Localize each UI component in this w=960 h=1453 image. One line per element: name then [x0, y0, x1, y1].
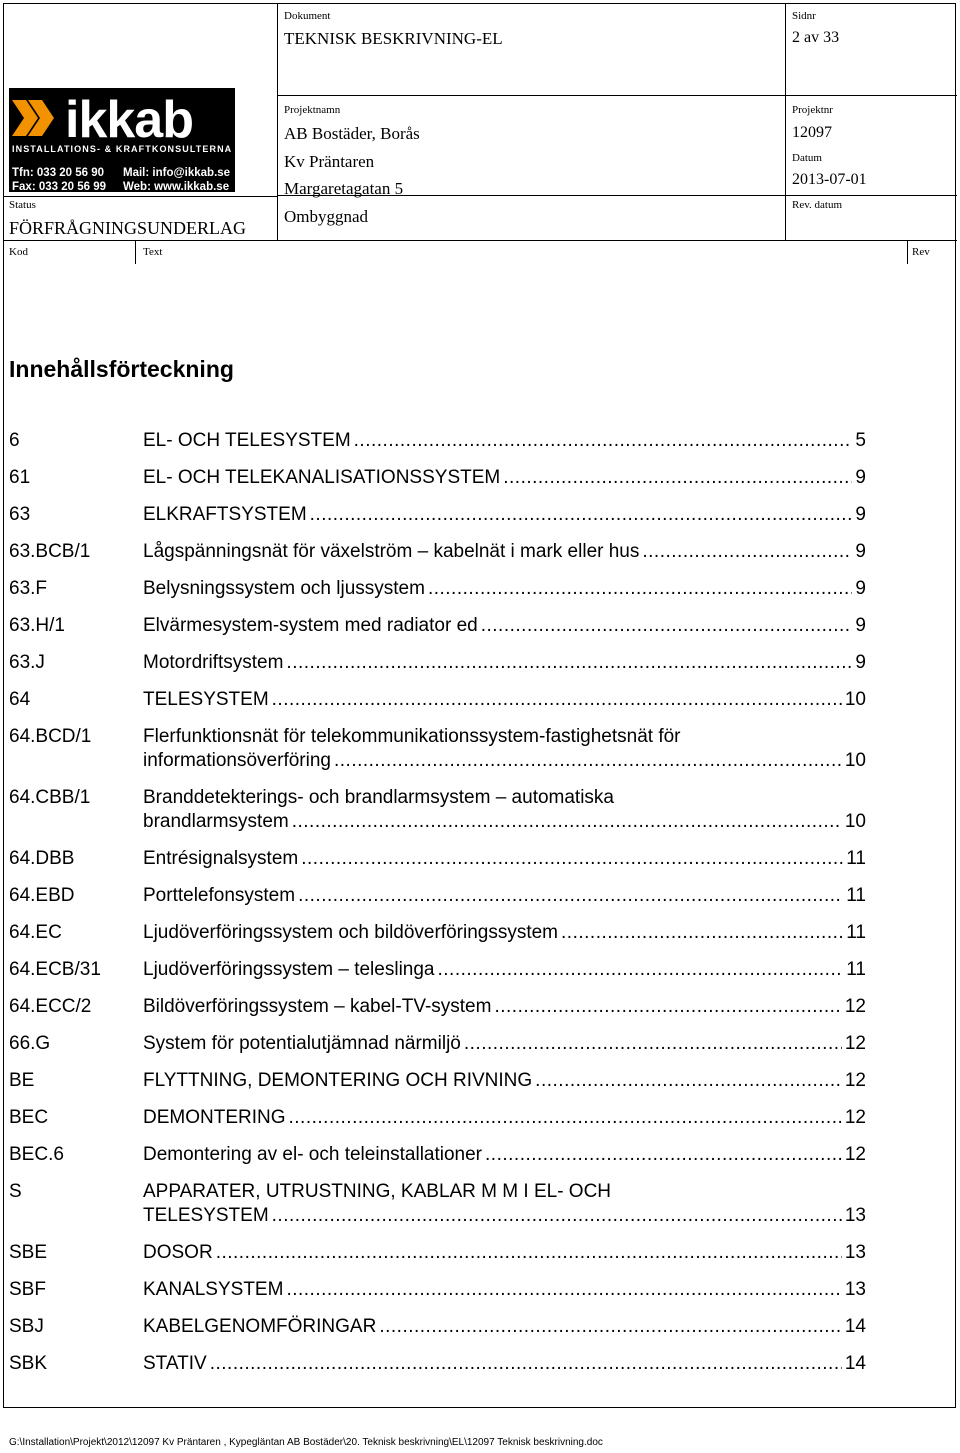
- toc-entry-page: 9: [855, 467, 866, 488]
- toc-entry-text: [143, 787, 866, 835]
- toc-leader-dots: [438, 959, 844, 981]
- toc-entry-page: 9: [855, 578, 866, 599]
- toc-leader-dots: [286, 1279, 841, 1301]
- header-divider: [3, 196, 277, 197]
- toc-entry-page: 13: [844, 1205, 866, 1226]
- toc-entry-page: 9: [855, 541, 866, 562]
- toc-entry-code: 64: [9, 689, 31, 710]
- toc-entry-text: [143, 652, 866, 676]
- toc-entry-line: [143, 959, 866, 983]
- status-label: Status: [9, 199, 36, 211]
- toc-entry-page: 12: [844, 1070, 866, 1091]
- toc-leader-dots: [298, 885, 843, 907]
- toc-entry-code: 63.J: [9, 652, 45, 673]
- toc-leader-dots: [561, 922, 843, 944]
- toc-entry-page: 9: [855, 504, 866, 525]
- toc-entry-line: [143, 504, 866, 528]
- toc-leader-dots: [642, 541, 852, 563]
- project-name-label: Projektnamn: [284, 104, 341, 116]
- project-name-line: AB Bostäder, Borås: [284, 124, 420, 143]
- document-label: Dokument: [284, 10, 331, 22]
- toc-entry-text: [143, 1107, 866, 1131]
- toc-entry-page: 11: [846, 885, 866, 906]
- toc-entry-text: [143, 578, 866, 602]
- toc-entry-title: KANALSYSTEM: [143, 1279, 284, 1300]
- toc-entry-title: EL- OCH TELEKANALISATIONSSYSTEM: [143, 467, 501, 488]
- toc-entry-title: Motordriftsystem: [143, 652, 284, 673]
- toc-entry-text: [143, 885, 866, 909]
- toc-entry-text: [143, 959, 866, 983]
- header-divider: [3, 240, 957, 241]
- toc-entry-page: 13: [844, 1279, 866, 1300]
- toc-entry-code: S: [9, 1181, 22, 1202]
- toc-entry-title: Demontering av el- och teleinstallationer: [143, 1144, 483, 1165]
- toc-entry-text: [143, 1181, 866, 1229]
- toc-leader-dots: [494, 996, 841, 1018]
- toc-entry-page: 12: [844, 1033, 866, 1054]
- toc-entry-title: TELESYSTEM: [143, 689, 269, 710]
- toc-entry-line: [143, 615, 866, 639]
- date-label: Datum: [792, 152, 822, 164]
- toc-leader-dots: [354, 430, 853, 452]
- logo-fax: Fax: 033 20 56 99: [12, 181, 106, 192]
- toc-entry-text: [143, 1316, 866, 1340]
- toc-entry-text: [143, 726, 866, 774]
- toc-leader-dots: [464, 1033, 842, 1055]
- header-divider: [907, 240, 908, 264]
- logo-mail: Mail: info@ikkab.se: [123, 167, 231, 179]
- toc-title: Innehållsförteckning: [9, 356, 234, 382]
- toc-entry-title: KABELGENOMFÖRINGAR: [143, 1316, 377, 1337]
- toc-entry-title: System för potentialutjämnad närmiljö: [143, 1033, 461, 1054]
- toc-entry-line: [143, 726, 866, 750]
- toc-entry-line: [143, 787, 866, 811]
- toc-entry-page: 12: [844, 1107, 866, 1128]
- toc-entry-line: [143, 1181, 866, 1205]
- toc-entry-line: [143, 1242, 866, 1266]
- toc-entry-text: [143, 1033, 866, 1057]
- toc-entry-code: 64.EBD: [9, 885, 75, 906]
- toc-entry-code: 63.H/1: [9, 615, 65, 636]
- rev-date-label: Rev. datum: [792, 199, 842, 211]
- toc-entry-line: [143, 1070, 866, 1094]
- toc-entry-title: informationsöverföring: [143, 750, 331, 771]
- toc-entry-text: [143, 996, 866, 1020]
- toc-entry-text: [143, 922, 866, 946]
- date-value: 2013-07-01: [792, 171, 867, 188]
- toc-entry-title: Ljudöverföringssystem – teleslinga: [143, 959, 435, 980]
- header-divider: [785, 3, 786, 241]
- header-divider: [277, 95, 957, 96]
- toc-entry-page: 11: [846, 848, 866, 869]
- header-divider: [277, 3, 278, 241]
- toc-entry-code: SBJ: [9, 1316, 44, 1337]
- toc-entry-line: [143, 750, 866, 774]
- toc-entry-line: [143, 578, 866, 602]
- project-name-line: Kv Präntaren: [284, 152, 375, 171]
- toc-entry-text: [143, 848, 866, 872]
- page-number-label: Sidnr: [792, 10, 816, 22]
- toc-entry-code: 64.CBB/1: [9, 787, 91, 808]
- logo-web: Web: www.ikkab.se: [123, 181, 230, 192]
- toc-entry-page: 14: [844, 1353, 866, 1374]
- toc-entry-code: 61: [9, 467, 31, 488]
- toc-entry-line: [143, 1033, 866, 1057]
- toc-entry-text: [143, 1279, 866, 1303]
- toc-entry-line: [143, 689, 866, 713]
- toc-leader-dots: [272, 689, 842, 711]
- project-name-line: Margaretagatan 5: [284, 179, 404, 198]
- project-number-label: Projektnr: [792, 104, 833, 116]
- page-number: 2 av 33: [792, 29, 840, 46]
- logo-wordmark: ikkab: [65, 91, 193, 149]
- toc-entry-line: [143, 541, 866, 565]
- toc-entry-code: 66.G: [9, 1033, 51, 1054]
- company-logo: [9, 88, 235, 192]
- ikkab-logo-icon: [12, 100, 58, 136]
- toc-entry-text: [143, 1242, 866, 1266]
- toc-entry-page: 10: [844, 750, 866, 771]
- toc-leader-dots: [301, 848, 843, 870]
- toc-entry-line: [143, 1353, 866, 1377]
- toc-entry-code: BEC.6: [9, 1144, 64, 1165]
- toc-entry-title: Branddetekterings- och brandlarmsystem – automatiska: [143, 787, 615, 808]
- toc-leader-dots: [292, 811, 842, 833]
- toc-entry-page: 12: [844, 1144, 866, 1165]
- toc-entry-text: [143, 1353, 866, 1377]
- rev-column-label: Rev: [912, 246, 930, 258]
- toc-entry-title: Elvärmesystem-system med radiator ed: [143, 615, 478, 636]
- toc-leader-dots: [286, 652, 852, 674]
- toc-entry-title: Bildöverföringssystem – kabel-TV-system: [143, 996, 492, 1017]
- toc-entry-line: [143, 1144, 866, 1168]
- toc-leader-dots: [535, 1070, 842, 1092]
- toc-leader-dots: [481, 615, 853, 637]
- toc-entry-line: [143, 1107, 866, 1131]
- toc-entry-page: 5: [855, 430, 866, 451]
- toc-entry-title: Flerfunktionsnät för telekommunikationssystem-fastighetsnät för: [143, 726, 681, 747]
- toc-entry-code: 6: [9, 430, 20, 451]
- toc-entry-title: STATIV: [143, 1353, 207, 1374]
- logo-phone: Tfn: 033 20 56 90: [12, 167, 105, 179]
- header-divider: [135, 240, 136, 264]
- toc-leader-dots: [503, 467, 852, 489]
- toc-entry-title: Ljudöverföringssystem och bildöverföringssystem: [143, 922, 559, 943]
- toc-entry-code: BE: [9, 1070, 35, 1091]
- toc-entry-title: APPARATER, UTRUSTNING, KABLAR M M I EL- OCH: [143, 1181, 612, 1202]
- toc-leader-dots: [379, 1316, 842, 1338]
- toc-entry-page: 11: [846, 922, 866, 943]
- toc-entry-page: 10: [844, 689, 866, 710]
- toc-entry-title: Porttelefonsystem: [143, 885, 296, 906]
- text-column-label: Text: [143, 246, 163, 258]
- toc-leader-dots: [485, 1144, 842, 1166]
- toc-entry-title: FLYTTNING, DEMONTERING OCH RIVNING: [143, 1070, 533, 1091]
- toc-entry-text: [143, 1144, 866, 1168]
- toc-leader-dots: [272, 1205, 842, 1227]
- toc-entry-page: 9: [855, 615, 866, 636]
- toc-entry-page: 9: [855, 652, 866, 673]
- toc-leader-dots: [310, 504, 853, 526]
- toc-entry-line: [143, 811, 866, 835]
- project-number: 12097: [792, 124, 832, 141]
- toc-leader-dots: [210, 1353, 842, 1375]
- toc-entry-code: 63.F: [9, 578, 48, 599]
- toc-entry-page: 12: [844, 996, 866, 1017]
- toc-entry-line: [143, 885, 866, 909]
- toc-entry-line: [143, 848, 866, 872]
- toc-leader-dots: [289, 1107, 842, 1129]
- toc-entry-text: [143, 615, 866, 639]
- toc-entry-code: SBF: [9, 1279, 46, 1300]
- document-title: TEKNISK BESKRIVNING-EL: [284, 29, 503, 48]
- toc-entry-code: BEC: [9, 1107, 49, 1128]
- toc-entry-page: 14: [844, 1316, 866, 1337]
- code-column-label: Kod: [9, 246, 28, 258]
- toc-entry-line: [143, 430, 866, 454]
- toc-entry-code: SBE: [9, 1242, 48, 1263]
- file-path: G:\Installation\Projekt\2012\12097 Kv Präntaren , Kypegläntan AB Bostäder\20. Teknisk beskrivning\EL\12097 Teknisk beskrivning.doc: [9, 1437, 603, 1448]
- toc-entry-title: Entrésignalsystem: [143, 848, 299, 869]
- status-value: FÖRFRÅGNINGSUNDERLAG: [9, 218, 247, 238]
- toc-entry-line: [143, 922, 866, 946]
- toc-entry-code: 64.BCD/1: [9, 726, 92, 747]
- toc-entry-code: 64.ECC/2: [9, 996, 92, 1017]
- toc-entry-code: SBK: [9, 1353, 48, 1374]
- toc-entry-line: [143, 652, 866, 676]
- toc-entry-page: 13: [844, 1242, 866, 1263]
- toc-entry-line: [143, 1205, 866, 1229]
- toc-entry-code: 64.EC: [9, 922, 62, 943]
- toc-entry-code: 64.DBB: [9, 848, 75, 869]
- toc-entry-text: [143, 1070, 866, 1094]
- toc-entry-title: EL- OCH TELESYSTEM: [143, 430, 351, 451]
- toc-entry-code: 63.BCB/1: [9, 541, 91, 562]
- toc-entry-title: brandlarmsystem: [143, 811, 289, 832]
- toc-leader-dots: [216, 1242, 842, 1264]
- project-name-line: Ombyggnad: [284, 207, 369, 226]
- toc-entry-text: [143, 467, 866, 491]
- toc-entry-title: ELKRAFTSYSTEM: [143, 504, 307, 525]
- toc-entry-page: 10: [844, 811, 866, 832]
- toc-entry-text: [143, 504, 866, 528]
- toc-entry-text: [143, 430, 866, 454]
- toc-entry-title: DEMONTERING: [143, 1107, 286, 1128]
- toc-entry-line: [143, 467, 866, 491]
- toc-leader-dots: [428, 578, 852, 600]
- toc-entry-title: Belysningssystem och ljussystem: [143, 578, 425, 599]
- toc-entry-line: [143, 996, 866, 1020]
- toc-entry-title: DOSOR: [143, 1242, 213, 1263]
- toc-entry-code: 63: [9, 504, 31, 525]
- toc-entry-line: [143, 1316, 866, 1340]
- toc-entry-title: Lågspänningsnät för växelström – kabelnät i mark eller hus: [143, 541, 640, 562]
- toc-entry-line: [143, 1279, 866, 1303]
- toc-entry-text: [143, 689, 866, 713]
- toc-entry-code: 64.ECB/31: [9, 959, 101, 980]
- logo-subtitle: INSTALLATIONS- & KRAFTKONSULTERNA: [12, 144, 233, 154]
- toc-entry-title: TELESYSTEM: [143, 1205, 269, 1226]
- toc-entry-text: [143, 541, 866, 565]
- toc-leader-dots: [334, 750, 842, 772]
- toc-entry-page: 11: [846, 959, 866, 980]
